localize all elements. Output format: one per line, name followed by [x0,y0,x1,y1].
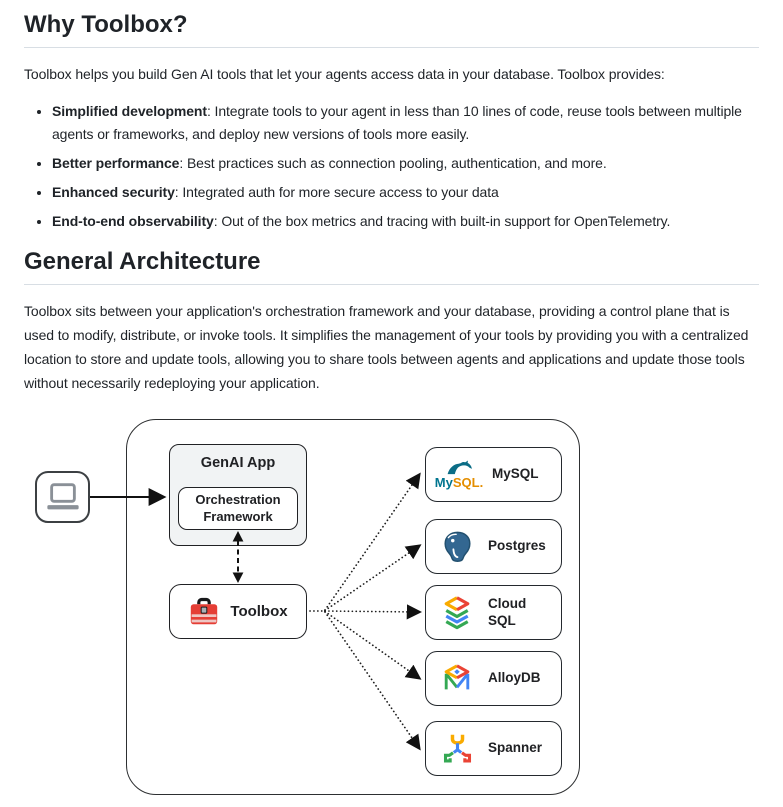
db-label: Postgres [488,538,546,554]
db-label: Cloud SQL [488,595,527,628]
section-general-architecture [24,247,759,807]
genai-app-node [169,444,307,546]
client-node [35,471,90,523]
db-label: AlloyDB [488,670,541,686]
laptop-icon [45,482,81,513]
genai-app-label: GenAI App [200,455,276,471]
mysql-wordmark: MySQL. [434,475,484,490]
feature-text: : Out of the box metrics and tracing with built-in support for OpenTelemetry. [213,213,671,229]
feature-label: Simplified development [52,103,207,119]
section-heading: General Architecture [24,247,759,285]
feature-label: End-to-end observability [52,213,214,229]
list-item [52,152,759,175]
mysql-logo [434,460,484,490]
db-node-alloydb [425,651,562,706]
db-label: Spanner [488,740,543,756]
feature-text: : Best practices such as connection pooling, authentication, and more. [179,155,607,171]
list-item [52,100,759,146]
feature-text: : Integrate tools to your agent in less than 10 lines of code, reuse tools between multiple agents or frameworks, and deploy new versions of tools more easily. [52,103,742,142]
orchestration-framework-node: Orchestration Framework [178,487,298,530]
page-title: Why Toolbox? [24,10,759,48]
feature-label: Better performance [52,155,180,171]
toolbox-icon [188,597,220,626]
architecture-paragraph: Toolbox sits between your application's orchestration framework and your database, providing a control plane that is used to modify, distribute, or invoke tools. It simplifies the management of your tools by providing you with a centralized location to store and update tools, allowing you to share tools between agents and applications and update those tools without necessarily redeploying your application. [24,303,749,391]
postgres-logo [442,531,473,563]
db-label: MySQL [492,466,539,482]
db-node-spanner [425,721,562,776]
doc-page [24,10,759,807]
toolbox-node [169,584,307,639]
section-why-toolbox [24,10,759,233]
alloydb-icon [441,663,473,695]
list-item [52,210,759,233]
spanner-icon [442,732,473,766]
architecture-diagram [24,409,759,807]
toolbox-label: Toolbox [230,603,288,620]
db-node-postgres [425,519,562,574]
intro-paragraph: Toolbox helps you build Gen AI tools that let your agents access data in your database. Toolbox provides: [24,66,665,82]
feature-label: Enhanced security [52,184,175,200]
db-node-mysql [425,447,562,502]
feature-list [24,100,759,233]
cloud-sql-icon [441,595,473,630]
feature-text: : Integrated auth for more secure access to your data [174,184,499,200]
list-item [52,181,759,204]
db-node-cloud-sql [425,585,562,640]
mysql-dolphin-icon [446,460,473,475]
